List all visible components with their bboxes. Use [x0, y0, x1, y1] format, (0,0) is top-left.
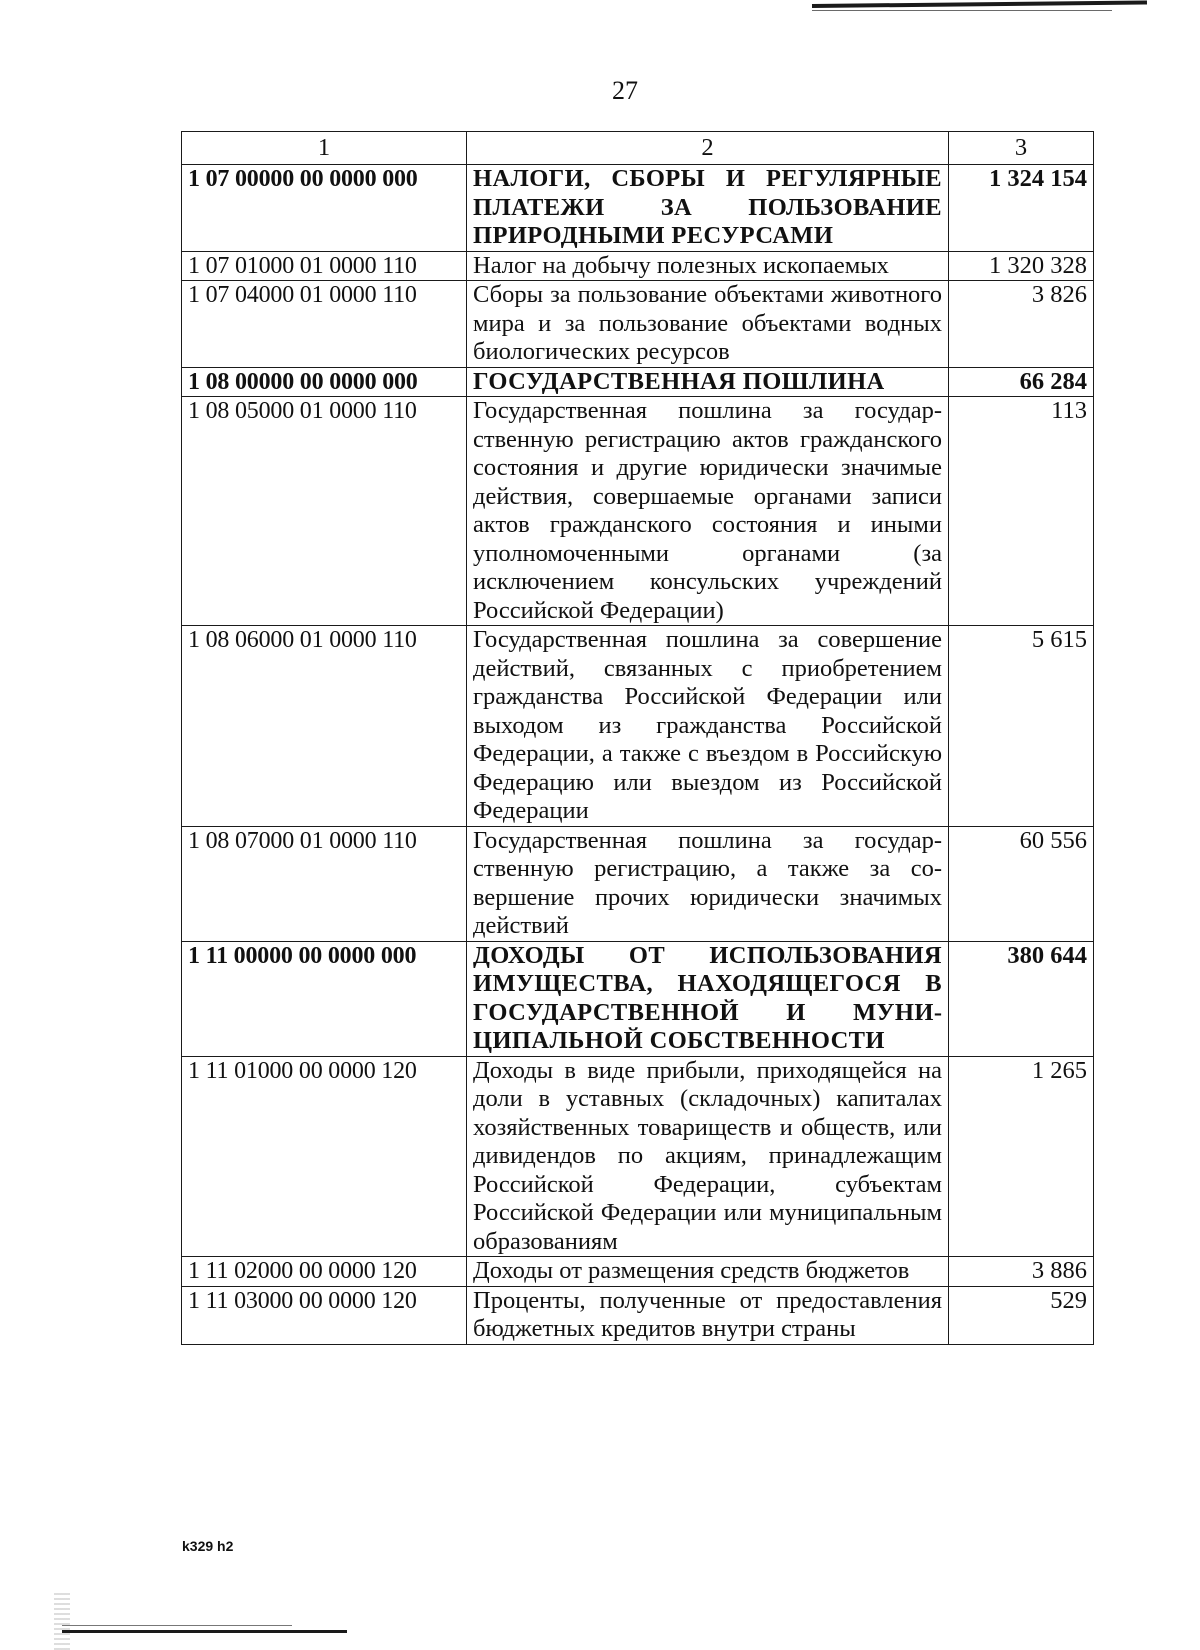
table-row — [182, 1056, 1094, 1257]
row-code: 1 07 04000 01 0000 110 — [182, 281, 467, 368]
row-name: Государственная пошлина за государственную регистрацию актов гражданского состояния и другие юридически значимые действия, совершаемые органами записи актов гражданского состояния и иными уполномоченными органами (за исключением консульских учреждений Российской Федерации) — [467, 397, 949, 626]
table-row — [182, 941, 1094, 1056]
column-header-name: 2 — [467, 132, 949, 165]
row-code: 1 08 05000 01 0000 110 — [182, 397, 467, 626]
table-header-row — [182, 132, 1094, 165]
table-row — [182, 1286, 1094, 1344]
row-code: 1 11 03000 00 0000 120 — [182, 1286, 467, 1344]
row-amount: 1 265 — [949, 1056, 1094, 1257]
row-code: 1 07 01000 01 0000 110 — [182, 251, 467, 281]
scan-artifact-bottom-thin-line — [62, 1625, 292, 1626]
row-name: Сборы за пользование объектами животного мира и за пользование объектами водных биологических ресурсов — [467, 281, 949, 368]
scan-artifact-top-line — [812, 0, 1147, 8]
table-row — [182, 1257, 1094, 1287]
row-amount: 66 284 — [949, 367, 1094, 397]
row-amount: 5 615 — [949, 626, 1094, 827]
row-name: ГОСУДАРСТВЕННАЯ ПОШЛИНА — [467, 367, 949, 397]
document-footer-code: k329 h2 — [182, 1538, 234, 1554]
row-amount: 3 826 — [949, 281, 1094, 368]
scan-artifact-bottom-line — [62, 1630, 347, 1633]
row-name: Проценты, полученные от предоставления бюджетных кредитов внутри страны — [467, 1286, 949, 1344]
row-name: НАЛОГИ, СБОРЫ И РЕГУЛЯРНЫЕ ПЛАТЕЖИ ЗА ПОЛЬЗОВАНИЕ ПРИРОДНЫМИ РЕСУРСАМИ — [467, 165, 949, 252]
table-row — [182, 826, 1094, 941]
row-amount: 1 320 328 — [949, 251, 1094, 281]
row-code: 1 11 01000 00 0000 120 — [182, 1056, 467, 1257]
row-code: 1 07 00000 00 0000 000 — [182, 165, 467, 252]
row-code: 1 08 06000 01 0000 110 — [182, 626, 467, 827]
column-header-code: 1 — [182, 132, 467, 165]
table-row — [182, 397, 1094, 626]
table-row — [182, 165, 1094, 252]
row-name: Государственная пошлина за государственную регистрацию, а также за совершение прочих юридически значимых действий — [467, 826, 949, 941]
row-name: ДОХОДЫ ОТ ИСПОЛЬЗОВАНИЯ ИМУЩЕСТВА, НАХОДЯЩЕГОСЯ В ГОСУДАРСТВЕННОЙ И МУНИЦИПАЛЬНОЙ СОБСТВЕННОСТИ — [467, 941, 949, 1056]
row-name: Государственная пошлина за совершение действий, связанных с приобретением гражданства Российской Федерации или выходом из гражданства Российской Федерации, а также с въездом в Российскую Федерацию или выездом из Российской Федерации — [467, 626, 949, 827]
table-row — [182, 367, 1094, 397]
row-amount: 3 886 — [949, 1257, 1094, 1287]
row-name: Доходы в виде прибыли, приходящейся на доли в уставных (складочных) капиталах хозяйственных товариществ и обществ, или дивидендов по акциям, принадлежащим Российской Федерации, субъектам Российской Федерации или муниципальным образованиям — [467, 1056, 949, 1257]
table-row — [182, 251, 1094, 281]
row-name: Налог на добычу полезных ископаемых — [467, 251, 949, 281]
row-code: 1 11 02000 00 0000 120 — [182, 1257, 467, 1287]
row-amount: 529 — [949, 1286, 1094, 1344]
row-code: 1 08 07000 01 0000 110 — [182, 826, 467, 941]
budget-revenue-table — [181, 131, 1094, 1345]
row-code: 1 11 00000 00 0000 000 — [182, 941, 467, 1056]
table-row — [182, 281, 1094, 368]
table-row — [182, 626, 1094, 827]
row-code: 1 08 00000 00 0000 000 — [182, 367, 467, 397]
page-number: 27 — [612, 76, 638, 105]
scan-artifact-top-thin-line — [812, 10, 1112, 11]
scan-artifact-edge — [54, 1590, 70, 1650]
row-amount: 60 556 — [949, 826, 1094, 941]
row-name: Доходы от размещения средств бюджетов — [467, 1257, 949, 1287]
row-amount: 1 324 154 — [949, 165, 1094, 252]
row-amount: 380 644 — [949, 941, 1094, 1056]
row-amount: 113 — [949, 397, 1094, 626]
column-header-amount: 3 — [949, 132, 1094, 165]
